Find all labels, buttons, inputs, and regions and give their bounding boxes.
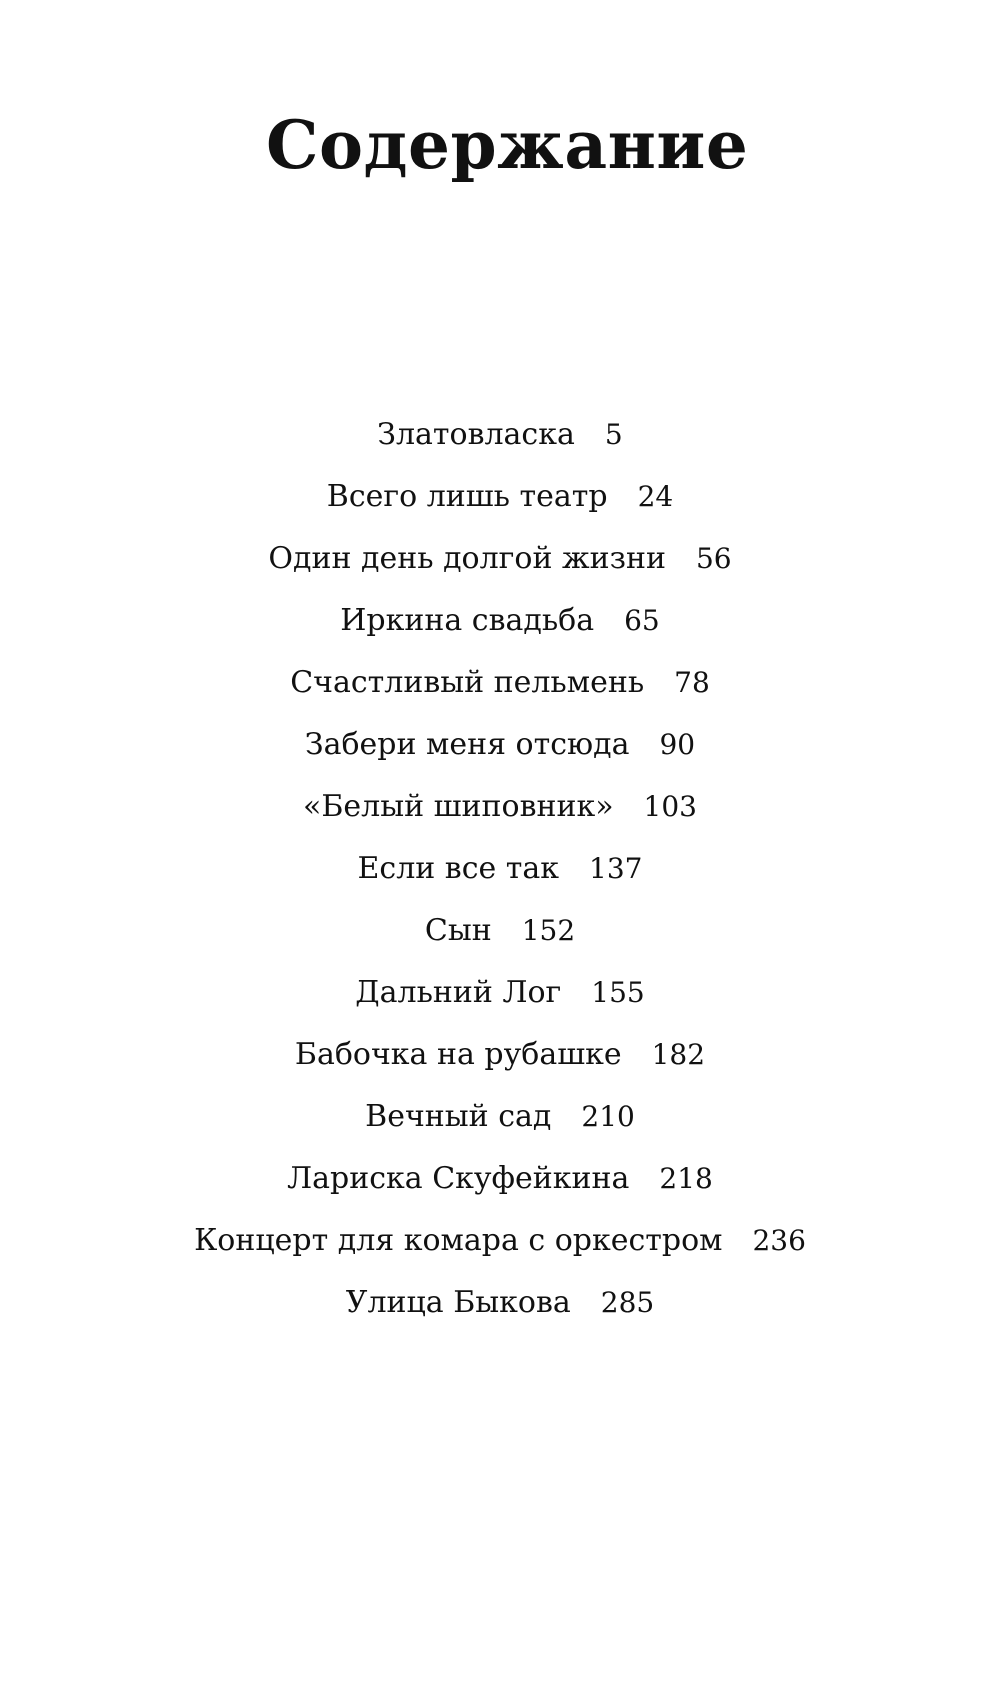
toc-entry-title: Вечный сад bbox=[365, 1099, 552, 1134]
toc-entry bbox=[0, 900, 1000, 962]
toc-entry bbox=[0, 466, 1000, 528]
toc-entry bbox=[0, 714, 1000, 776]
toc-entry-title: Счастливый пельмень bbox=[290, 665, 645, 700]
toc-entry-page: 65 bbox=[624, 604, 660, 637]
toc-entry-title: Сын bbox=[424, 913, 492, 948]
toc-entry-page: 24 bbox=[637, 480, 674, 513]
toc-entry-title: Дальний Лог bbox=[355, 975, 562, 1010]
toc-entry bbox=[0, 528, 1000, 590]
toc-entry-title: Забери меня отсюда bbox=[304, 727, 630, 762]
toc-entry-title: Улица Быкова bbox=[345, 1285, 571, 1320]
toc-entry-title: Всего лишь театр bbox=[326, 479, 608, 514]
toc-entry bbox=[0, 1272, 1000, 1334]
toc-entry bbox=[0, 962, 1000, 1024]
toc-entry bbox=[0, 652, 1000, 714]
toc-entry bbox=[0, 776, 1000, 838]
toc-entry bbox=[0, 1210, 1000, 1272]
toc-entry bbox=[0, 1086, 1000, 1148]
toc-entry-title: Один день долгой жизни bbox=[268, 541, 666, 576]
page-title: Содержание bbox=[266, 106, 749, 184]
toc-entry-page: 90 bbox=[659, 728, 696, 761]
toc-entry-page: 5 bbox=[604, 418, 623, 451]
toc-entry-title: Иркина свадьба bbox=[340, 603, 595, 638]
toc-entry-title: Златовласка bbox=[377, 417, 575, 452]
toc-entry-page: 137 bbox=[589, 852, 643, 885]
toc-entry-page: 103 bbox=[643, 790, 697, 823]
toc-entry-page: 78 bbox=[674, 666, 710, 699]
toc-entry-title: Бабочка на рубашке bbox=[294, 1037, 622, 1072]
toc-entry-page: 155 bbox=[591, 976, 645, 1009]
toc-entry bbox=[0, 1148, 1000, 1210]
toc-entry-page: 210 bbox=[581, 1100, 635, 1133]
toc-entry-page: 182 bbox=[651, 1038, 706, 1071]
toc-entry-title: Если все так bbox=[357, 851, 560, 886]
toc-entry bbox=[0, 590, 1000, 652]
toc-entry-page: 218 bbox=[659, 1162, 713, 1195]
toc-entry-page: 236 bbox=[752, 1224, 806, 1257]
toc-entry-page: 285 bbox=[600, 1286, 655, 1319]
toc-entry bbox=[0, 838, 1000, 900]
toc-entry-page: 152 bbox=[521, 914, 576, 947]
table-of-contents bbox=[0, 404, 1000, 1334]
toc-entry bbox=[0, 404, 1000, 466]
toc-entry-page: 56 bbox=[695, 542, 732, 575]
toc-entry-title: Концерт для комара с оркестром bbox=[194, 1223, 723, 1258]
toc-entry bbox=[0, 1024, 1000, 1086]
toc-entry-title: Лариска Скуфейкина bbox=[287, 1161, 630, 1196]
toc-entry-title: «Белый шиповник» bbox=[303, 789, 614, 824]
